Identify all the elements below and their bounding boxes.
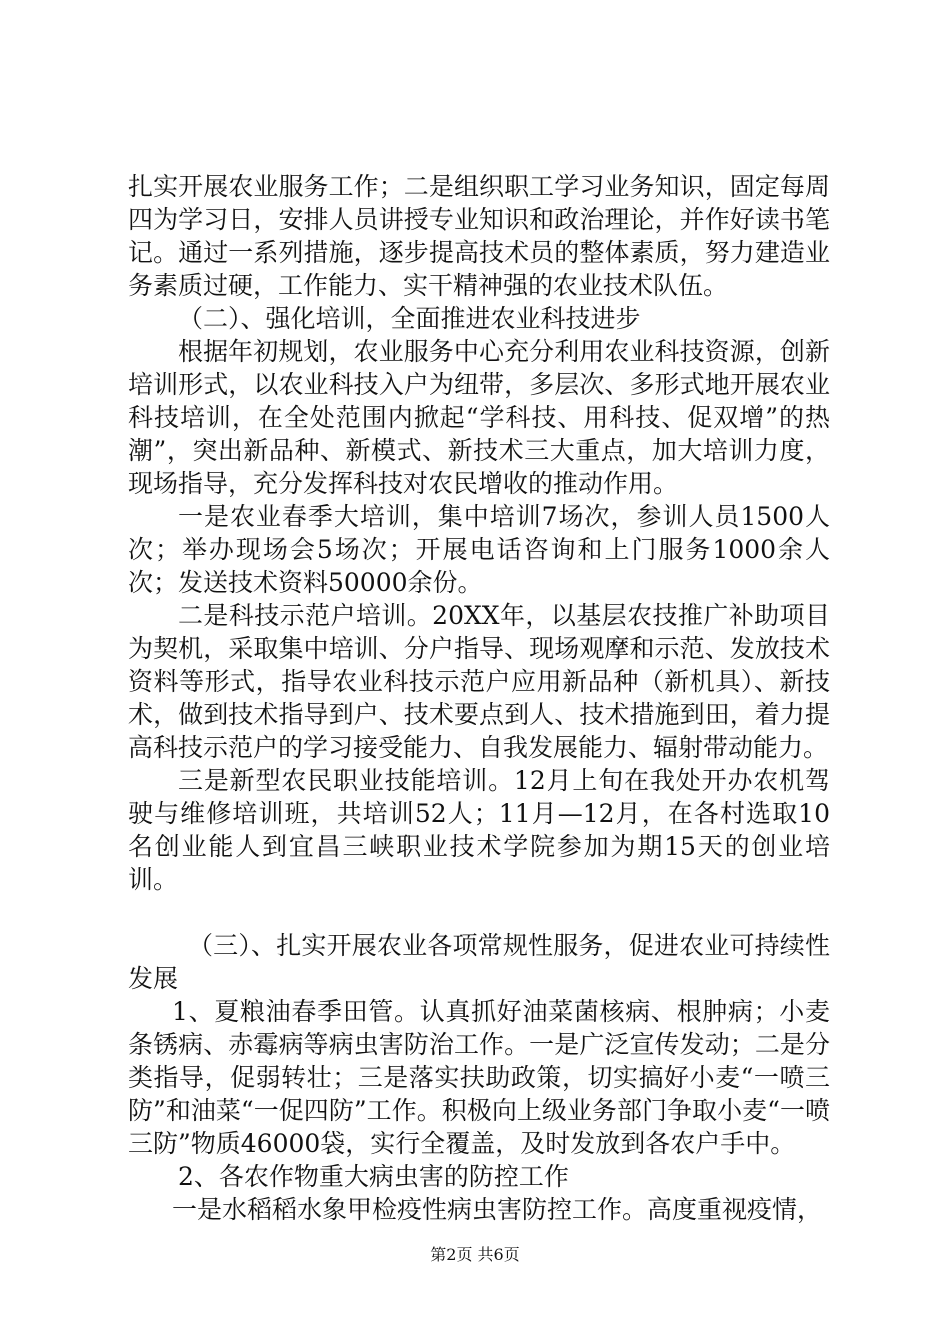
paragraph-gap — [128, 896, 830, 929]
section-heading-3: （三）、扎实开展农业各项常规性服务，促进农业可持续性发展 — [128, 931, 830, 993]
subheading-9: 2、各农作物重大病虫害的防控工作 — [178, 1162, 569, 1191]
paragraph-3: 根据年初规划，农业服务中心充分利用农业科技资源，创新培训形式，以农业科技入户为纽带，多层次、多形式地开展农业科技培训，在全处范围内掀起“学科技、用科技、促双增”的热潮”，突出新品种、新模式、新技术三大重点，加大培训力度，现场指导，充分发挥科技对农民增收的推动作用。 — [128, 337, 830, 498]
page-footer: 第2页 共6页 — [430, 1245, 520, 1264]
paragraph-8: 1、夏粮油春季田管。认真抓好油菜菌核病、根肿病；小麦条锈病、赤霉病等病虫害防治工作。一是广泛宣传发动；二是分类指导，促弱转壮；三是落实扶助政策，切实搞好小麦“一喷三防”和油菜“一促四防”工作。积极向上级业务部门争取小麦“一喷三防”物质46000袋，实行全覆盖，及时发放到各农户手中。 — [128, 997, 830, 1158]
paragraph-1: 扎实开展农业服务工作；二是组织职工学习业务知识，固定每周四为学习日，安排人员讲授专业知识和政治理论，并作好读书笔记。通过一系列措施，逐步提高技术员的整体素质，努力建造业务素质过硬，工作能力、实干精神强的农业技术队伍。 — [128, 172, 830, 300]
paragraph-4: 一是农业春季大培训，集中培训7场次，参训人员1500人次；举办现场会5场次；开展电话咨询和上门服务1000余人次；发送技术资料50000余份。 — [128, 502, 830, 597]
paragraph-10: 一是水稻稻水象甲检疫性病虫害防控工作。高度重视疫情， — [172, 1195, 823, 1224]
paragraph-5: 二是科技示范户培训。20XX年，以基层农技推广补助项目为契机，采取集中培训、分户指导、现场观摩和示范、发放技术资料等形式，指导农业科技示范户应用新品种（新机具）、新技术，做到技术指导到户、技术要点到人、技术措施到田，着力提高科技示范户的学习接受能力、自我发展能力、辐射带动能力。 — [128, 601, 830, 762]
document-body — [128, 170, 830, 1226]
paragraph-6: 三是新型农民职业技能培训。12月上旬在我处开办农机驾驶与维修培训班，共培训52人；11月—12月，在各村选取10名创业能人到宜昌三峡职业技术学院参加为期15天的创业培训。 — [128, 766, 830, 894]
section-heading-2: （二）、强化培训，全面推进农业科技进步 — [178, 304, 641, 333]
